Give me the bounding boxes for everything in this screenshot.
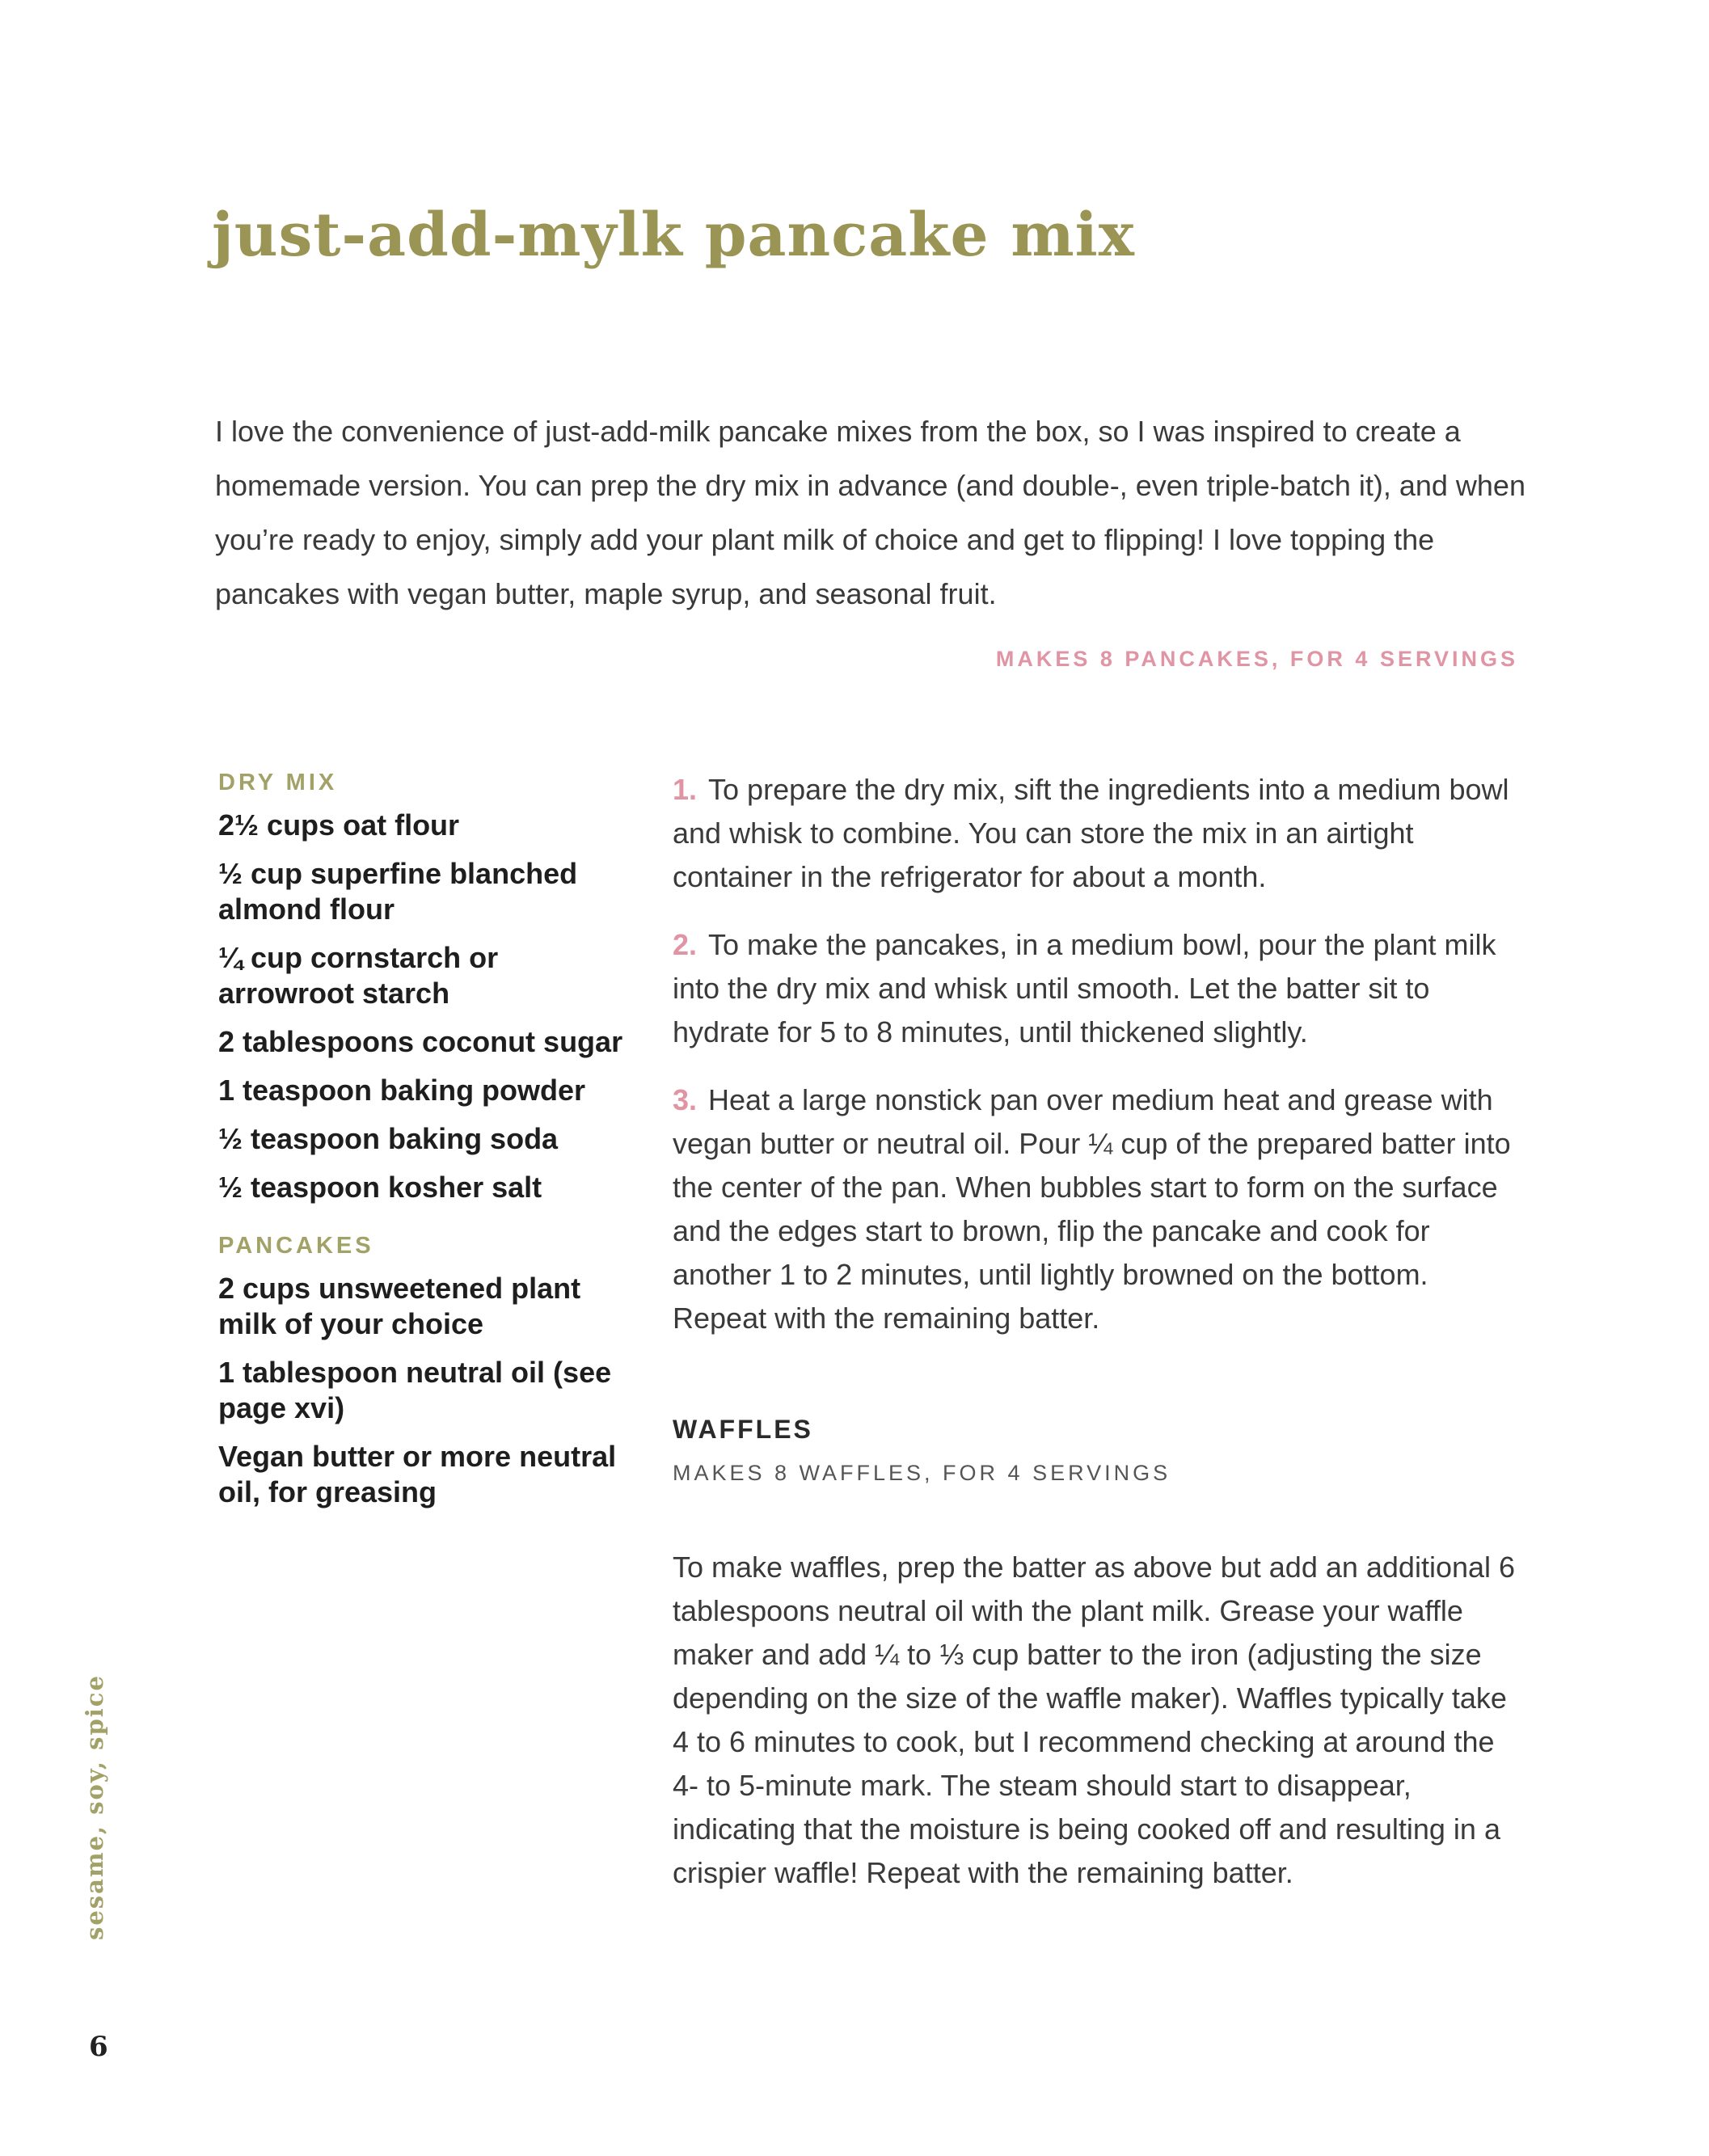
ingredient-item: ½ teaspoon baking soda (218, 1122, 559, 1155)
waffles-heading: WAFFLES (673, 1415, 813, 1444)
pancakes-heading: PANCAKES (218, 1233, 374, 1259)
ingredient-item: 2 tablespoons coconut sugar (218, 1025, 623, 1058)
step-text: Heat a large nonstick pan over medium heat and grease with vegan butter or neutral oil. Pour ¼ cup of the prepared batter into the center of the pan. When bubbles start to form on the surface and the edges start to brown, flip the pancake and cook for another 1 to 2 minutes, until lightly browned on the bottom. Repeat with the remaining batter. (673, 1083, 1511, 1335)
ingredient-item: 2 cups unsweetened plant milk of your choice (218, 1272, 581, 1340)
dry-mix-heading: DRY MIX (218, 770, 338, 795)
section-label: sesame, soy, spice (81, 1674, 108, 1940)
step-3 (673, 1078, 1528, 1340)
ingredient-item: ½ teaspoon kosher salt (218, 1171, 542, 1204)
step-1 (673, 768, 1528, 899)
step-number: 2. (673, 928, 698, 961)
ingredient-item: 2½ cups oat flour (218, 808, 460, 842)
recipe-yield: MAKES 8 PANCAKES, FOR 4 SERVINGS (995, 647, 1518, 671)
ingredient-item: Vegan butter or more neutral oil, for greasing (218, 1440, 617, 1508)
step-text: To make the pancakes, in a medium bowl, pour the plant milk into the dry mix and whisk until smooth. Let the batter sit to hydrate for 5 to 8 minutes, until thickened slightly. (673, 928, 1496, 1048)
step-number: 3. (673, 1083, 698, 1116)
waffles-text: To make waffles, prep the batter as above but add an additional 6 tablespoons neutral oil with the plant milk. Grease your waffle maker and add ¼ to ⅓ cup batter to the iron (adjusting the size depending on the size of the waffle maker). Waffles typically take 4 to 6 minutes to cook, but I recommend checking at around the 4- to 5-minute mark. The steam should start to disappear, indicating that the moisture is being cooked off and resulting in a crispier waffle! Repeat with the remaining batter. (673, 1551, 1516, 1889)
step-number: 1. (673, 773, 698, 806)
pancakes-list (218, 1271, 631, 1510)
recipe-title: just-add-mylk pancake mix (212, 200, 1135, 270)
ingredient-item: 1 teaspoon baking powder (218, 1074, 586, 1107)
steps-column (673, 768, 1528, 1895)
recipe-intro: I love the convenience of just-add-milk pancake mixes from the box, so I was inspired to create a homemade version. You can prep the dry mix in advance (and double-, even triple-batch it), and when you’re ready to enjoy, simply add your plant milk of choice and get to flipping! I love topping the pancakes with vegan butter, maple syrup, and seasonal fruit. (215, 415, 1525, 610)
page-number: 6 (89, 2031, 108, 2063)
ingredient-item: 1 tablespoon neutral oil (see page xvi) (218, 1356, 612, 1424)
dry-mix-list (218, 808, 631, 1205)
step-text: To prepare the dry mix, sift the ingredients into a medium bowl and whisk to combine. You can store the mix in an airtight container in the refrigerator for about a month. (673, 773, 1509, 893)
ingredient-item: ¼ cup cornstarch or arrowroot starch (218, 941, 499, 1010)
waffles-yield: MAKES 8 WAFFLES, FOR 4 SERVINGS (673, 1461, 1171, 1485)
step-2 (673, 923, 1528, 1054)
ingredients-column (218, 770, 631, 1523)
ingredient-item: ½ cup superfine blanched almond flour (218, 857, 578, 926)
